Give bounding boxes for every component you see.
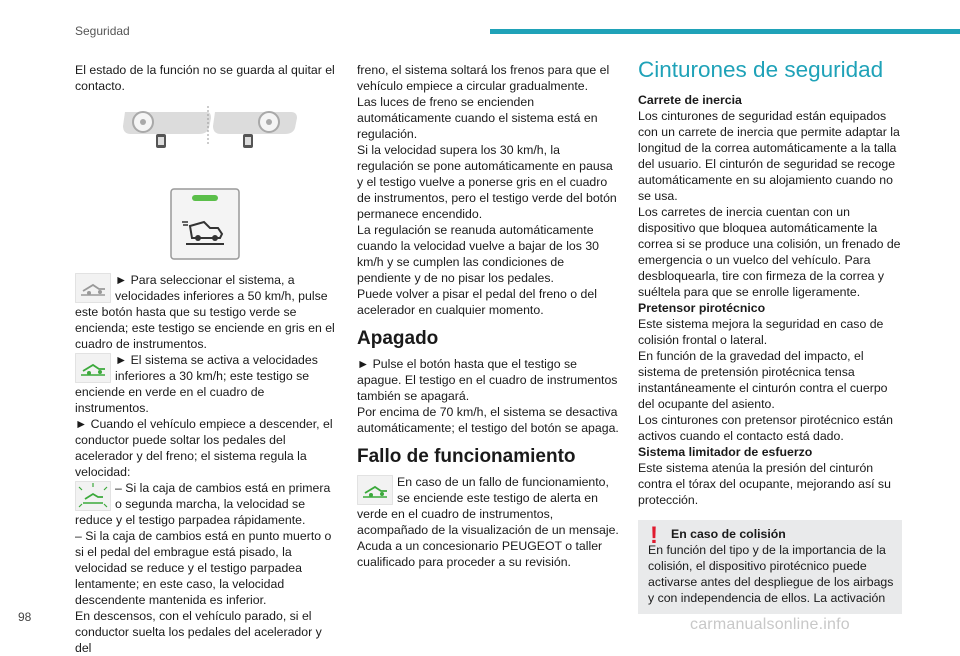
col3-p3: Este sistema mejora la seguridad en caso de colisión frontal o lateral. bbox=[638, 317, 884, 347]
instruction-2 bbox=[75, 352, 340, 416]
col2-p6: ► Pulse el botón hasta que el testigo se apague. El testigo en el cuadro de instrumentos también se apagará. bbox=[357, 357, 618, 403]
col2-p8: En caso de un fallo de funcionamiento, se enciende este testigo de alerta en verde en el cuadro de instrumentos, acompañado de la visualización de un mensaje. bbox=[357, 475, 619, 537]
column-2 bbox=[357, 62, 620, 570]
heading-limitador: Sistema limitador de esfuerzo bbox=[638, 445, 813, 459]
col2-p3: Si la velocidad supera los 30 km/h, la regulación se pone automáticamente en pausa y el testigo vuelve a ponerse gris en el cuadro de instrumentos, pero el testigo verde del botón permanece encendido. bbox=[357, 143, 617, 221]
running-header-section: Seguridad bbox=[75, 24, 130, 38]
col2-p1: freno, el sistema soltará los frenos para que el vehículo empiece a circular gradualmente. bbox=[357, 63, 610, 93]
page-number: 98 bbox=[18, 610, 32, 624]
col2-p9: Acuda a un concesionario PEUGEOT o taller cualificado para proceder a su revisión. bbox=[357, 539, 603, 569]
instruction-4 bbox=[75, 480, 340, 528]
col3-p5: Los cinturones con pretensor pirotécnico están activos cuando el contacto está dado. bbox=[638, 413, 893, 443]
hill-descent-fault-icon bbox=[357, 475, 393, 505]
col3-p6: Este sistema atenúa la presión del cinturón contra el tórax del ocupante, mejorando así su protección. bbox=[638, 461, 891, 507]
exclamation-icon: ! bbox=[650, 522, 658, 549]
instruction-3-text: ► Cuando el vehículo empiece a descender, el conductor puede soltar los pedales del acelerador y del freno; el sistema regula la velocidad: bbox=[75, 417, 333, 479]
heading-carrete: Carrete de inercia bbox=[638, 93, 742, 107]
col2-p7: Por encima de 70 km/h, el sistema se desactiva automáticamente; el testigo del botón se apaga. bbox=[357, 405, 619, 435]
col2-p5: Puede volver a pisar el pedal del freno o del acelerador en cualquier momento. bbox=[357, 287, 597, 317]
column-1 bbox=[75, 62, 340, 656]
collision-warning-box bbox=[638, 520, 902, 614]
instruction-4-text: – Si la caja de cambios está en primera o segunda marcha, la velocidad se reduce y el testigo parpadea rápidamente. bbox=[75, 481, 331, 527]
column-3 bbox=[638, 57, 902, 614]
hill-descent-green-icon bbox=[75, 353, 111, 383]
instruction-6-text: En descensos, con el vehículo parado, si el conductor suelta los pedales del acelerador y del bbox=[75, 609, 322, 655]
warning-text: En función del tipo y de la importancia de la colisión, el dispositivo pirotécnico puede activarse antes del despliegue de los airbags y con independencia de ellos. La activación bbox=[648, 543, 894, 605]
section-title: Cinturones de seguridad bbox=[638, 57, 884, 82]
heading-pretensor: Pretensor pirotécnico bbox=[638, 301, 766, 315]
warning-title: En caso de colisión bbox=[671, 527, 786, 541]
heading-apagado: Apagado bbox=[357, 328, 439, 349]
col3-p4: En función de la gravedad del impacto, el sistema de pretensión pirotécnica tensa instantáneamente el cinturón contra el cuerpo del ocupante del asiento. bbox=[638, 349, 888, 411]
col2-p4: La regulación se reanuda automáticamente cuando la velocidad vuelve a bajar de los 30 km/h y se cumplen las condiciones de pendiente y de no pisar los pedales. bbox=[357, 223, 600, 285]
instruction-5-text: – Si la caja de cambios está en punto muerto o si el pedal del embrague está pisado, la velocidad se reduce y el testigo parpadea lentamente; en este caso, la velocidad descendente mantenida es inferior. bbox=[75, 529, 332, 607]
intro-text: El estado de la función no se guarda al quitar el contacto. bbox=[75, 63, 335, 93]
header-accent-bar bbox=[490, 29, 960, 34]
hill-descent-grey-icon bbox=[75, 273, 111, 303]
col2-p2: Las luces de freno se encienden automáticamente cuando el sistema está en regulación. bbox=[357, 95, 598, 141]
watermark: carmanualsonline.info bbox=[690, 616, 850, 633]
instruction-1 bbox=[75, 272, 340, 352]
driver-seats-illustration bbox=[75, 104, 340, 182]
col3-p2: Los carretes de inercia cuentan con un dispositivo que bloquea automáticamente la correa si se produce una colisión, un frenado de emergencia o un vuelco del vehículo. Para desbloquearla, tire con firmeza de la correa y suéltela para que se enrolle ligeramente. bbox=[638, 205, 901, 299]
fault-instruction bbox=[357, 474, 620, 538]
instruction-1-text: ► Para seleccionar el sistema, a velocidades inferiores a 50 km/h, pulse este botón hasta que su testigo verde se encienda; este testigo se enciende en gris en el cuadro de instrumentos. bbox=[75, 273, 335, 351]
instruction-2-text: ► El sistema se activa a velocidades inferiores a 30 km/h; este testigo se enciende en verde en el cuadro de instrumentos. bbox=[75, 353, 318, 415]
heading-fallo: Fallo de funcionamiento bbox=[357, 446, 576, 467]
hill-descent-button-icon bbox=[170, 188, 240, 260]
hill-descent-blink-icon bbox=[75, 481, 111, 511]
col3-p1: Los cinturones de seguridad están equipados con un carrete de inercia que permite adaptar la longitud de la correa automáticamente a la talla del usuario. El cinturón de seguridad se recoge automáticamente en su alojamiento cuando no se usa. bbox=[638, 109, 900, 203]
